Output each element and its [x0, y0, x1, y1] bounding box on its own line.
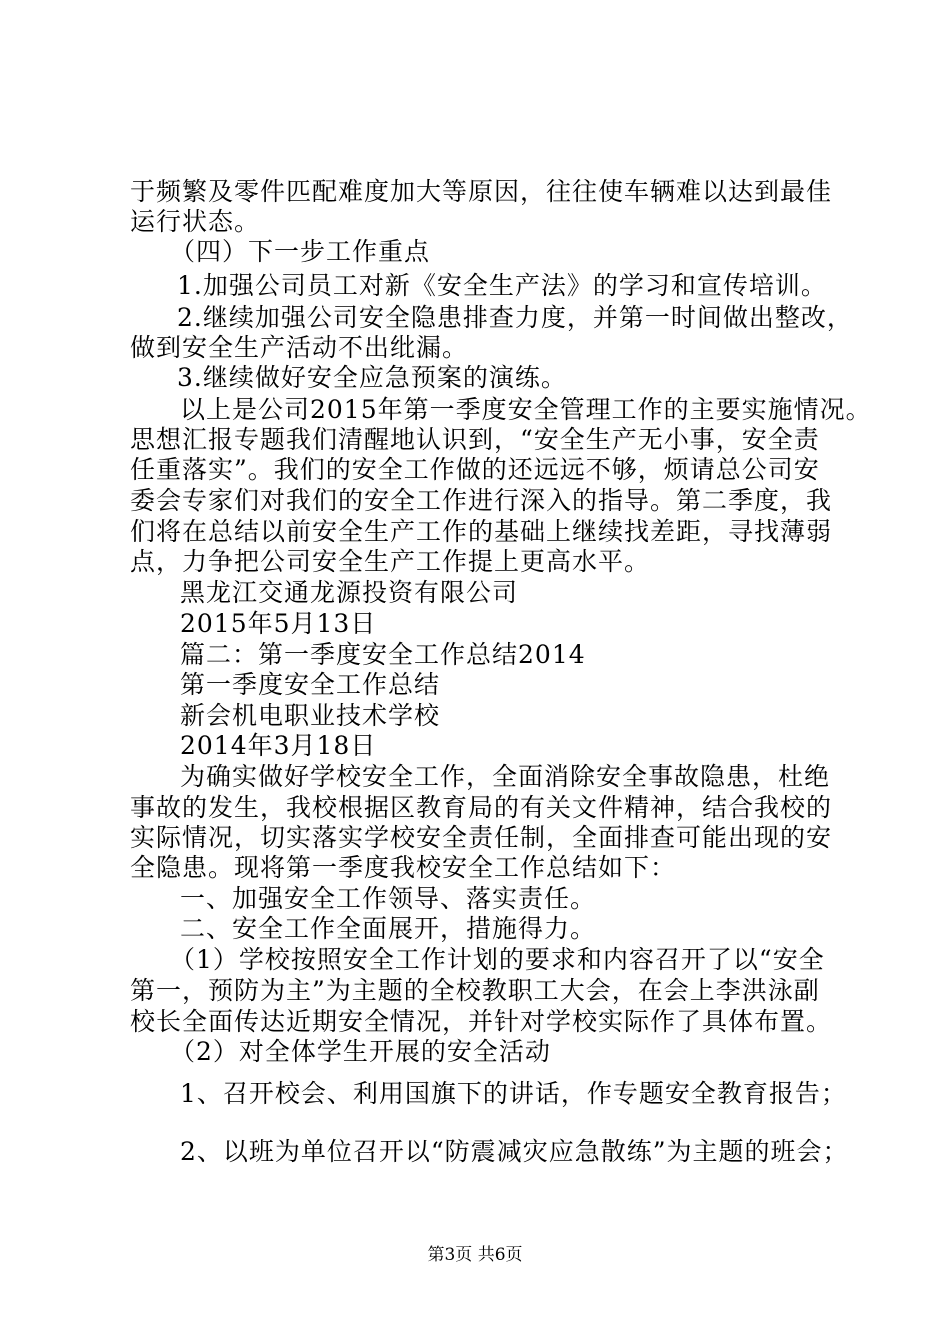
text-line: 事故的发生，我校根据区教育局的有关文件精神，结合我校的 [130, 793, 833, 822]
date-line: 2014年3月18日 [180, 731, 377, 760]
text-line: 以上是公司2015年第一季度安全管理工作的主要实施情况。 [180, 395, 872, 424]
text-line: 2.继续加强公司安全隐患排查力度，并第一时间做出整改， [177, 303, 853, 332]
date-line: 2015年5月13日 [180, 609, 377, 638]
text-line: 实际情况，切实落实学校安全责任制，全面排查可能出现的安 [130, 823, 833, 852]
section-heading: （四）下一步工作重点 [170, 237, 431, 266]
text-line: 2、以班为单位召开以“防震减灾应急散练”为主题的班会； [180, 1137, 849, 1166]
text-line: 思想汇报专题我们清醒地认识到，“安全生产无小事，安全责 [130, 425, 820, 454]
text-line: 运行状态。 [130, 207, 261, 236]
text-line: 全隐患。现将第一季度我校安全工作总结如下： [130, 853, 677, 882]
text-line: 委会专家们对我们的安全工作进行深入的指导。第二季度，我 [130, 486, 833, 515]
text-line: 做到安全生产活动不出纰漏。 [130, 333, 469, 362]
text-line: 1.加强公司员工对新《安全生产法》的学习和宣传培训。 [177, 271, 827, 300]
section-heading: 篇二：第一季度安全工作总结2014 [180, 640, 586, 669]
text-line: 任重落实”。我们的安全工作做的还远远不够，烦请总公司安 [130, 455, 820, 484]
text-line: 点，力争把公司安全生产工作提上更高水平。 [130, 547, 651, 576]
text-line: 于频繁及零件匹配难度加大等原因，往往使车辆难以达到最佳 [130, 177, 833, 206]
text-line: 3.继续做好安全应急预案的演练。 [177, 363, 567, 392]
text-line: （1）学校按照安全工作计划的要求和内容召开了以“安全 [170, 945, 825, 974]
section-heading: （2）对全体学生开展的安全活动 [170, 1037, 551, 1066]
company-name: 黑龙江交通龙源投资有限公司 [180, 578, 519, 607]
school-name: 新会机电职业技术学校 [180, 701, 441, 730]
page-indicator: 第3页 共6页 [427, 1245, 523, 1265]
document-title: 第一季度安全工作总结 [180, 670, 441, 699]
section-heading: 二、安全工作全面展开，措施得力。 [180, 914, 597, 943]
text-line: 校长全面传达近期安全情况，并针对学校实际作了具体布置。 [130, 1007, 833, 1036]
text-line: 们将在总结以前安全生产工作的基础上继续找差距，寻找薄弱 [130, 517, 833, 546]
text-line: 1、召开校会、利用国旗下的讲话，作专题安全教育报告； [180, 1079, 847, 1108]
text-line: 为确实做好学校安全工作，全面消除安全事故隐患，杜绝 [180, 762, 831, 791]
text-line: 第一，预防为主”为主题的全校教职工大会，在会上李洪泳副 [130, 976, 820, 1005]
section-heading: 一、加强安全工作领导、落实责任。 [180, 884, 597, 913]
